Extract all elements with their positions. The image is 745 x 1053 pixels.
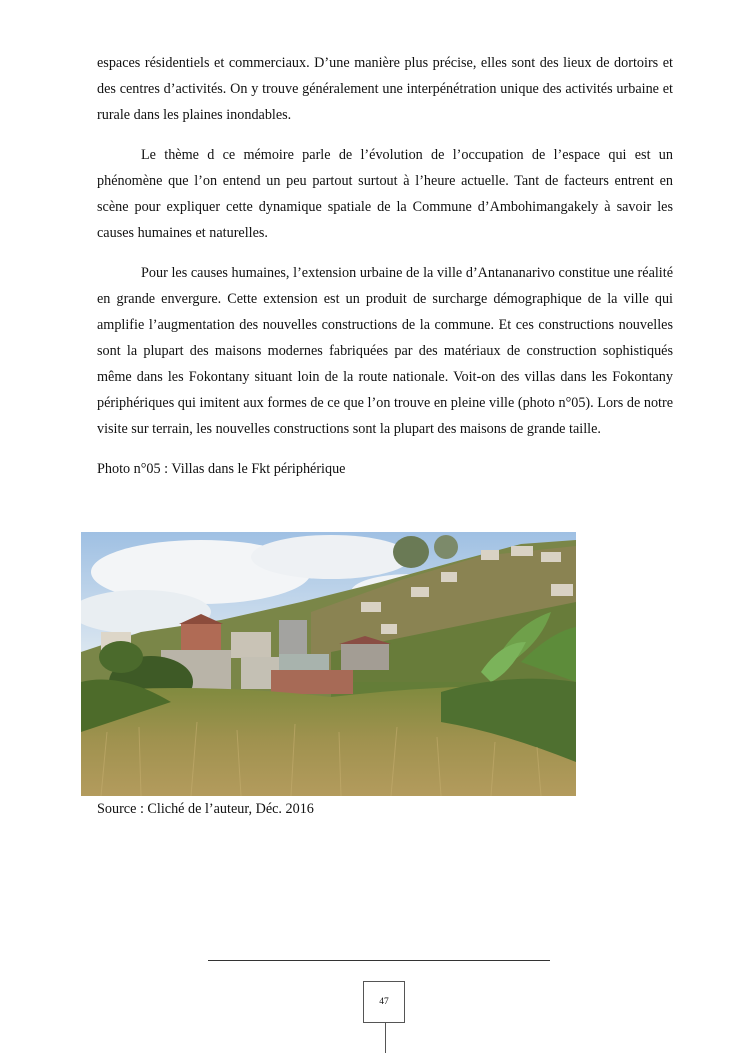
- paragraph-2: Le thème d ce mémoire parle de l’évolution de l’occupation de l’espace qui est un phénomène que l’on entend un peu partout surtout à l’heure actuelle. Tant de facteurs entrent en scène pour expliquer cette dynamique spatiale de la Commune d’Ambohimangakely à savoir les causes humaines et naturelles.: [97, 147, 673, 241]
- photo-source: Source : Cliché de l’auteur, Déc. 2016: [97, 801, 314, 817]
- page-number: 47: [363, 981, 405, 1023]
- paragraph-1: espaces résidentiels et commerciaux. D’une manière plus précise, elles sont des lieux de dortoirs et des centres d’activités. On y trouve généralement une interpénétration unique des activités urbaine et rurale dans les plaines inondables.: [97, 55, 673, 123]
- photo-villas-landscape: [81, 532, 576, 796]
- paragraph-3: Pour les causes humaines, l’extension urbaine de la ville d’Antananarivo constitue une réalité en grande envergure. Cette extension est un produit de surcharge démographique de la ville qui amplifie l’augmentation des nouvelles constructions de la commune. Et ces constructions nouvelles sont la plupart des maisons modernes fabriquées par des matériaux de construction sophistiqués même dans les Fokontany situant loin de la route nationale. Voit-on des villas dans les Fokontany périphériques qui imitent aux formes de ce que l’on trouve en pleine ville (photo n°05). Lors de notre visite sur terrain, les nouvelles constructions sont la plupart des maisons de grande taille.: [97, 265, 673, 437]
- footer-rule: [208, 960, 550, 961]
- page-number-connector: [385, 1023, 386, 1053]
- photo-caption: Photo n°05 : Villas dans le Fkt périphérique: [97, 461, 346, 477]
- body-text: [97, 50, 673, 482]
